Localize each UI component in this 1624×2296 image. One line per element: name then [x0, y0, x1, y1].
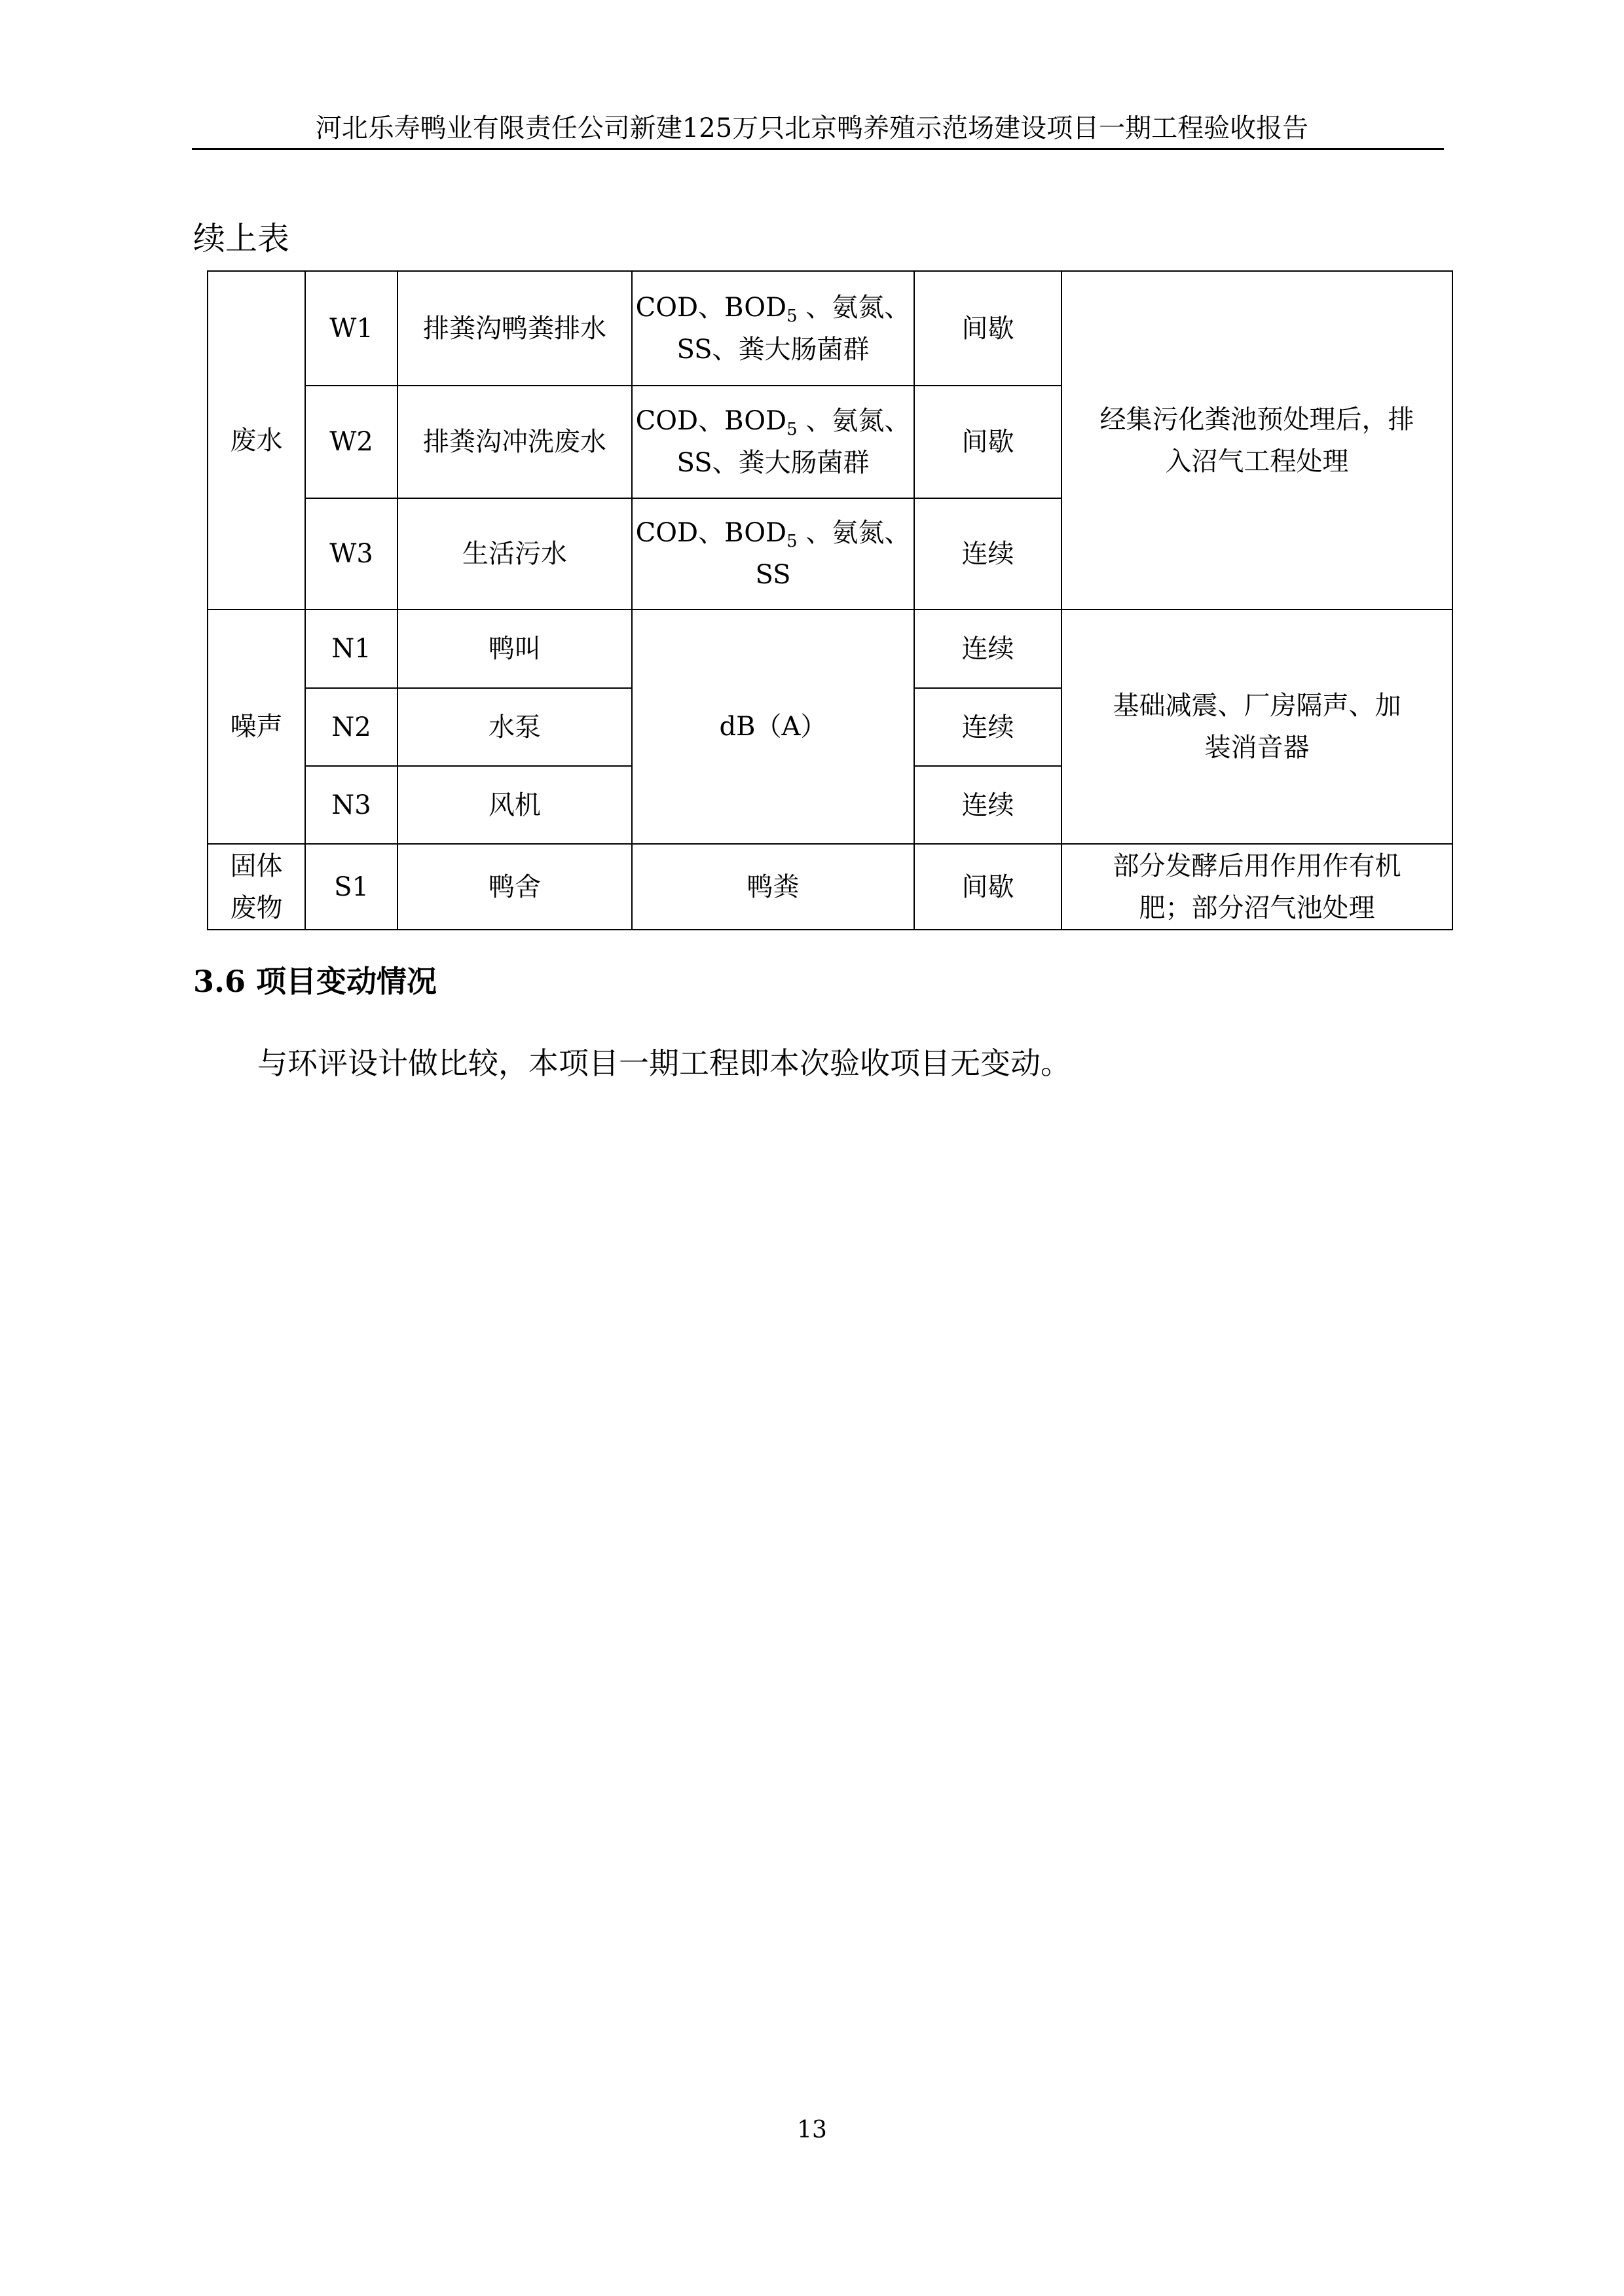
- source-cell: 排粪沟冲洗废水: [397, 386, 632, 498]
- table-caption: 续上表: [193, 220, 290, 257]
- pollutant-text: COD、BOD: [635, 518, 787, 548]
- source-cell: 鸭叫: [397, 610, 632, 688]
- section-heading: 3.6 项目变动情况: [193, 964, 437, 999]
- pollution-source-table: [207, 270, 1453, 930]
- pollutant-cell: [632, 271, 914, 386]
- code-cell: N2: [305, 688, 397, 766]
- mode-cell: 连续: [914, 498, 1061, 610]
- table-row: [208, 271, 1452, 386]
- source-cell: 生活污水: [397, 498, 632, 610]
- category-cell: 噪声: [208, 610, 305, 844]
- subscript: 5: [786, 306, 798, 326]
- pollutant-cell: 鸭粪: [632, 844, 914, 930]
- source-cell: 水泵: [397, 688, 632, 766]
- mode-cell: 间歇: [914, 271, 1061, 386]
- pollutant-cell: dB（A）: [632, 610, 914, 844]
- measure-cell: 基础减震、厂房隔声、加装消音器: [1061, 610, 1452, 844]
- pollutant-cell: [632, 498, 914, 610]
- source-cell: 风机: [397, 766, 632, 844]
- table-row: [208, 844, 1452, 930]
- pollutant-text: 、氨氮、SS、粪大肠菌群: [676, 292, 911, 365]
- category-cell: 废水: [208, 271, 305, 610]
- mode-cell: 连续: [914, 610, 1061, 688]
- mode-cell: 连续: [914, 688, 1061, 766]
- source-cell: 鸭舍: [397, 844, 632, 930]
- header-rule: [192, 148, 1444, 150]
- mode-cell: 间歇: [914, 844, 1061, 930]
- pollutant-text: COD、BOD: [635, 292, 787, 323]
- subscript: 5: [786, 532, 798, 551]
- code-cell: W2: [305, 386, 397, 498]
- code-cell: W3: [305, 498, 397, 610]
- code-cell: N1: [305, 610, 397, 688]
- subscript: 5: [786, 420, 798, 439]
- pollutant-text: 、氨氮、SS: [755, 518, 911, 590]
- mode-cell: 连续: [914, 766, 1061, 844]
- running-header: 河北乐寿鸭业有限责任公司新建125万只北京鸭养殖示范场建设项目一期工程验收报告: [315, 113, 1309, 143]
- pollutant-cell: [632, 386, 914, 498]
- pollutant-text: COD、BOD: [635, 406, 787, 436]
- page-number: 13: [797, 2117, 827, 2143]
- body-paragraph: 与环评设计做比较，本项目一期工程即本次验收项目无变动。: [257, 1046, 1071, 1081]
- measure-cell: 部分发酵后用作用作有机肥；部分沼气池处理: [1061, 844, 1452, 930]
- mode-cell: 间歇: [914, 386, 1061, 498]
- category-cell: 固体废物: [208, 844, 305, 930]
- measure-cell: 经集污化粪池预处理后，排入沼气工程处理: [1061, 271, 1452, 610]
- code-cell: N3: [305, 766, 397, 844]
- source-cell: 排粪沟鸭粪排水: [397, 271, 632, 386]
- table-row: [208, 610, 1452, 688]
- pollutant-text: 、氨氮、SS、粪大肠菌群: [676, 406, 911, 478]
- code-cell: W1: [305, 271, 397, 386]
- code-cell: S1: [305, 844, 397, 930]
